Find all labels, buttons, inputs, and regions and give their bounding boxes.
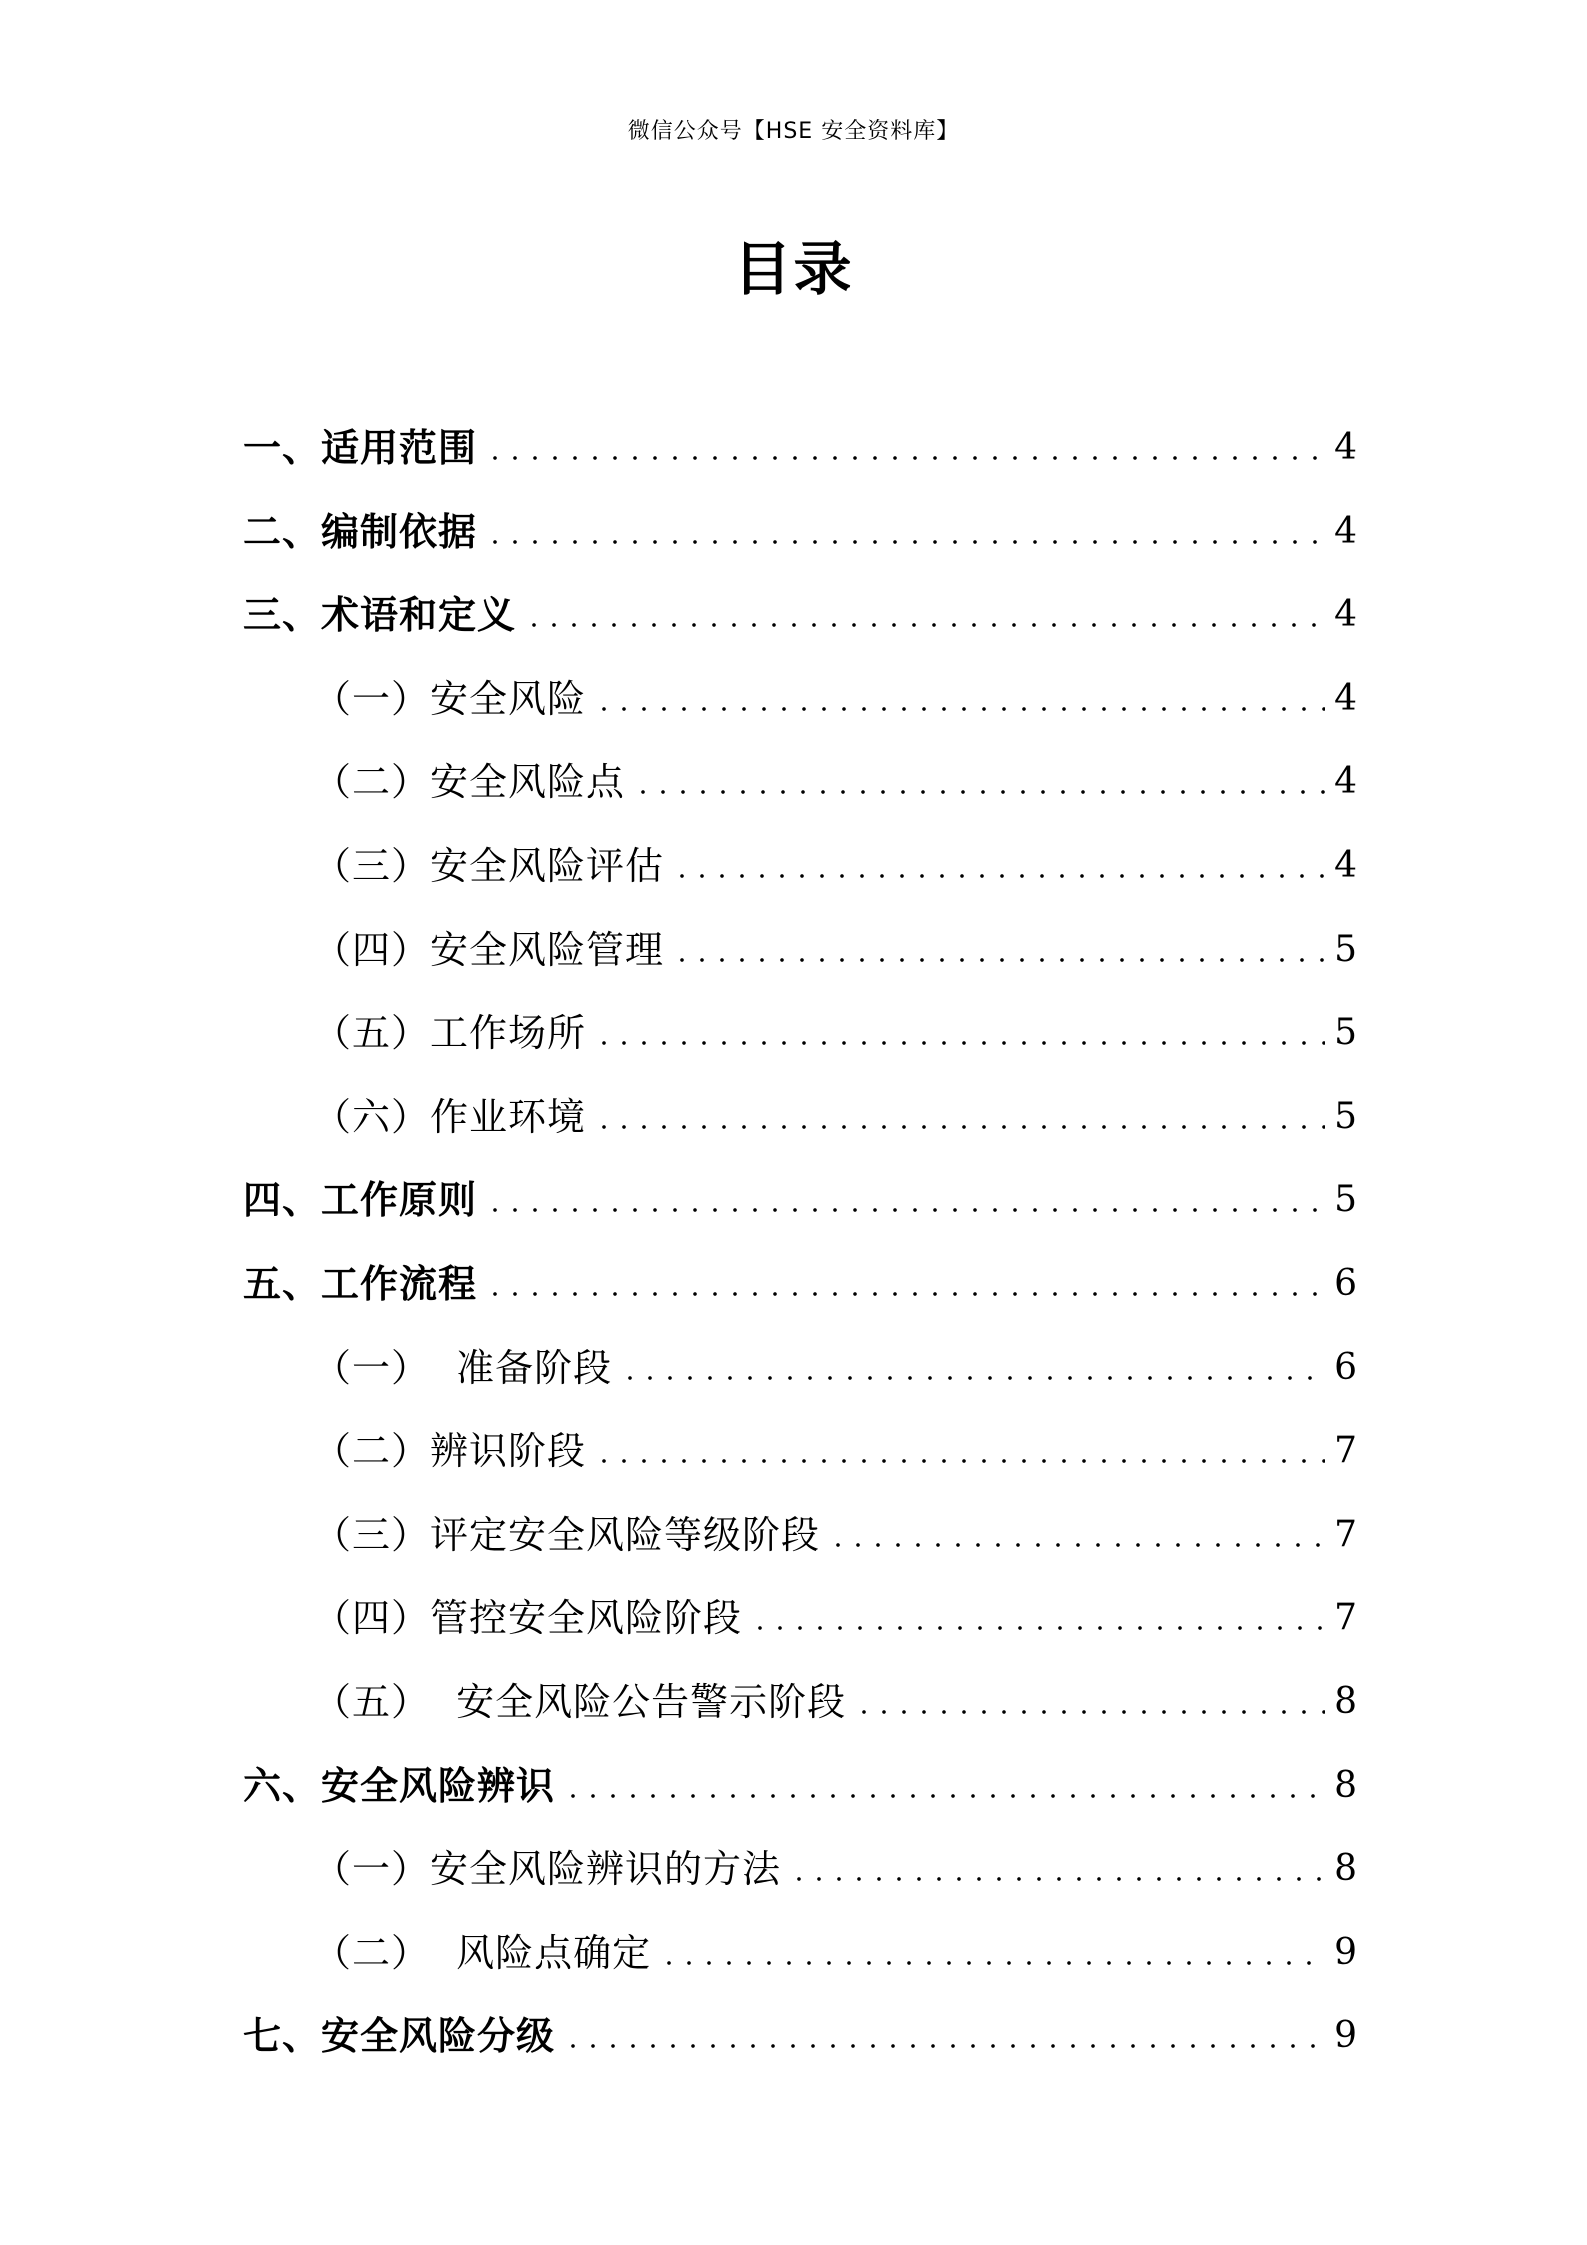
toc-entry[interactable]	[313, 1499, 1357, 1559]
toc-entry[interactable]	[243, 1164, 1357, 1224]
toc-entry-label: （四）管控安全风险阶段	[313, 1596, 743, 1640]
toc-entry[interactable]	[243, 579, 1357, 639]
toc-entry[interactable]	[313, 1666, 1357, 1726]
toc-entry-label: （六）作业环境	[313, 1095, 587, 1139]
toc-dot-leader	[594, 1459, 1325, 1463]
toc-entry[interactable]	[313, 1833, 1357, 1893]
toc-entry-page-number: 8	[1334, 1765, 1357, 1806]
toc-entry-label: （四）安全风险管理	[313, 928, 665, 972]
toc-entry-page-number: 5	[1334, 929, 1357, 970]
toc-entry-label: 五、工作流程	[243, 1261, 478, 1306]
toc-dot-leader	[485, 1208, 1325, 1212]
toc-entry-label: （一）安全风险辨识的方法	[313, 1847, 782, 1891]
toc-dot-leader	[485, 1292, 1325, 1296]
toc-entry[interactable]	[313, 1582, 1357, 1642]
toc-entry-label: （一） 准备阶段	[313, 1346, 613, 1390]
toc-entry-page-number: 5	[1334, 1012, 1357, 1053]
toc-entry[interactable]	[313, 1081, 1357, 1141]
toc-entry[interactable]	[243, 412, 1357, 472]
toc-entry-page-number: 9	[1334, 2015, 1357, 2056]
toc-dot-leader	[620, 1376, 1325, 1380]
toc-entry-label: 六、安全风险辨识	[243, 1763, 556, 1808]
toc-entry-page-number: 4	[1334, 761, 1357, 802]
toc-dot-leader	[633, 790, 1325, 794]
toc-dot-leader	[672, 874, 1325, 878]
toc-entry-page-number: 4	[1334, 678, 1357, 719]
toc-entry-label: （一）安全风险	[313, 677, 587, 721]
toc-entry-page-number: 5	[1334, 1179, 1357, 1220]
toc-entry[interactable]	[313, 746, 1357, 806]
toc-dot-leader	[563, 2044, 1325, 2048]
toc-entry[interactable]	[313, 1332, 1357, 1392]
toc-entry-page-number: 8	[1334, 1681, 1357, 1722]
toc-dot-leader	[563, 1794, 1325, 1798]
toc-entry[interactable]	[243, 2000, 1357, 2060]
page-header: 微信公众号【HSE 安全资料库】	[627, 119, 960, 144]
toc-entry[interactable]	[313, 1917, 1357, 1977]
toc-entry-label: （三）安全风险评估	[313, 844, 665, 888]
toc-dot-leader	[485, 456, 1325, 460]
toc-entry-page-number: 8	[1334, 1848, 1357, 1889]
toc-dot-leader	[828, 1543, 1325, 1547]
toc-entry-page-number: 6	[1334, 1263, 1357, 1304]
toc-entry[interactable]	[243, 1750, 1357, 1810]
toc-entry-label: 七、安全风险分级	[243, 2013, 556, 2058]
page-title: 目录	[733, 235, 854, 303]
toc-entry-page-number: 7	[1334, 1597, 1357, 1638]
toc-entry-label: （五） 安全风险公告警示阶段	[313, 1680, 847, 1724]
toc-entry[interactable]	[313, 830, 1357, 890]
toc-entry-page-number: 7	[1334, 1430, 1357, 1471]
toc-entry[interactable]	[313, 663, 1357, 723]
toc-dot-leader	[594, 1041, 1325, 1045]
toc-entry-label: 三、术语和定义	[243, 592, 517, 637]
toc-entry-page-number: 7	[1334, 1514, 1357, 1555]
toc-dot-leader	[485, 540, 1325, 544]
toc-entry-page-number: 4	[1334, 427, 1357, 468]
toc-dot-leader	[594, 1125, 1325, 1129]
toc-entry-page-number: 6	[1334, 1347, 1357, 1388]
toc-entry-label: （二）辨识阶段	[313, 1429, 587, 1473]
toc-entry-page-number: 4	[1334, 594, 1357, 635]
toc-dot-leader	[789, 1877, 1325, 1881]
toc-entry-label: （五）工作场所	[313, 1011, 587, 1055]
toc-entry-page-number: 4	[1334, 845, 1357, 886]
toc-entry-label: （三）评定安全风险等级阶段	[313, 1513, 821, 1557]
toc-dot-leader	[524, 623, 1325, 627]
toc-dot-leader	[750, 1626, 1325, 1630]
toc-dot-leader	[672, 958, 1325, 962]
toc-dot-leader	[594, 707, 1325, 711]
toc-entry[interactable]	[313, 914, 1357, 974]
toc-entry[interactable]	[313, 997, 1357, 1057]
toc-entry-page-number: 5	[1334, 1096, 1357, 1137]
toc-entry-label: （二） 风险点确定	[313, 1931, 652, 1975]
toc-entry[interactable]	[313, 1415, 1357, 1475]
toc-entry[interactable]	[243, 496, 1357, 556]
toc-entry-label: 四、工作原则	[243, 1177, 478, 1222]
toc-entry-page-number: 9	[1334, 1932, 1357, 1973]
toc-entry-page-number: 4	[1334, 511, 1357, 552]
toc-entry-label: 二、编制依据	[243, 509, 478, 554]
toc-entry-label: 一、适用范围	[243, 425, 478, 470]
toc-entry-label: （二）安全风险点	[313, 760, 626, 804]
toc-dot-leader	[854, 1710, 1325, 1714]
toc-dot-leader	[659, 1961, 1325, 1965]
toc-entry[interactable]	[243, 1248, 1357, 1308]
